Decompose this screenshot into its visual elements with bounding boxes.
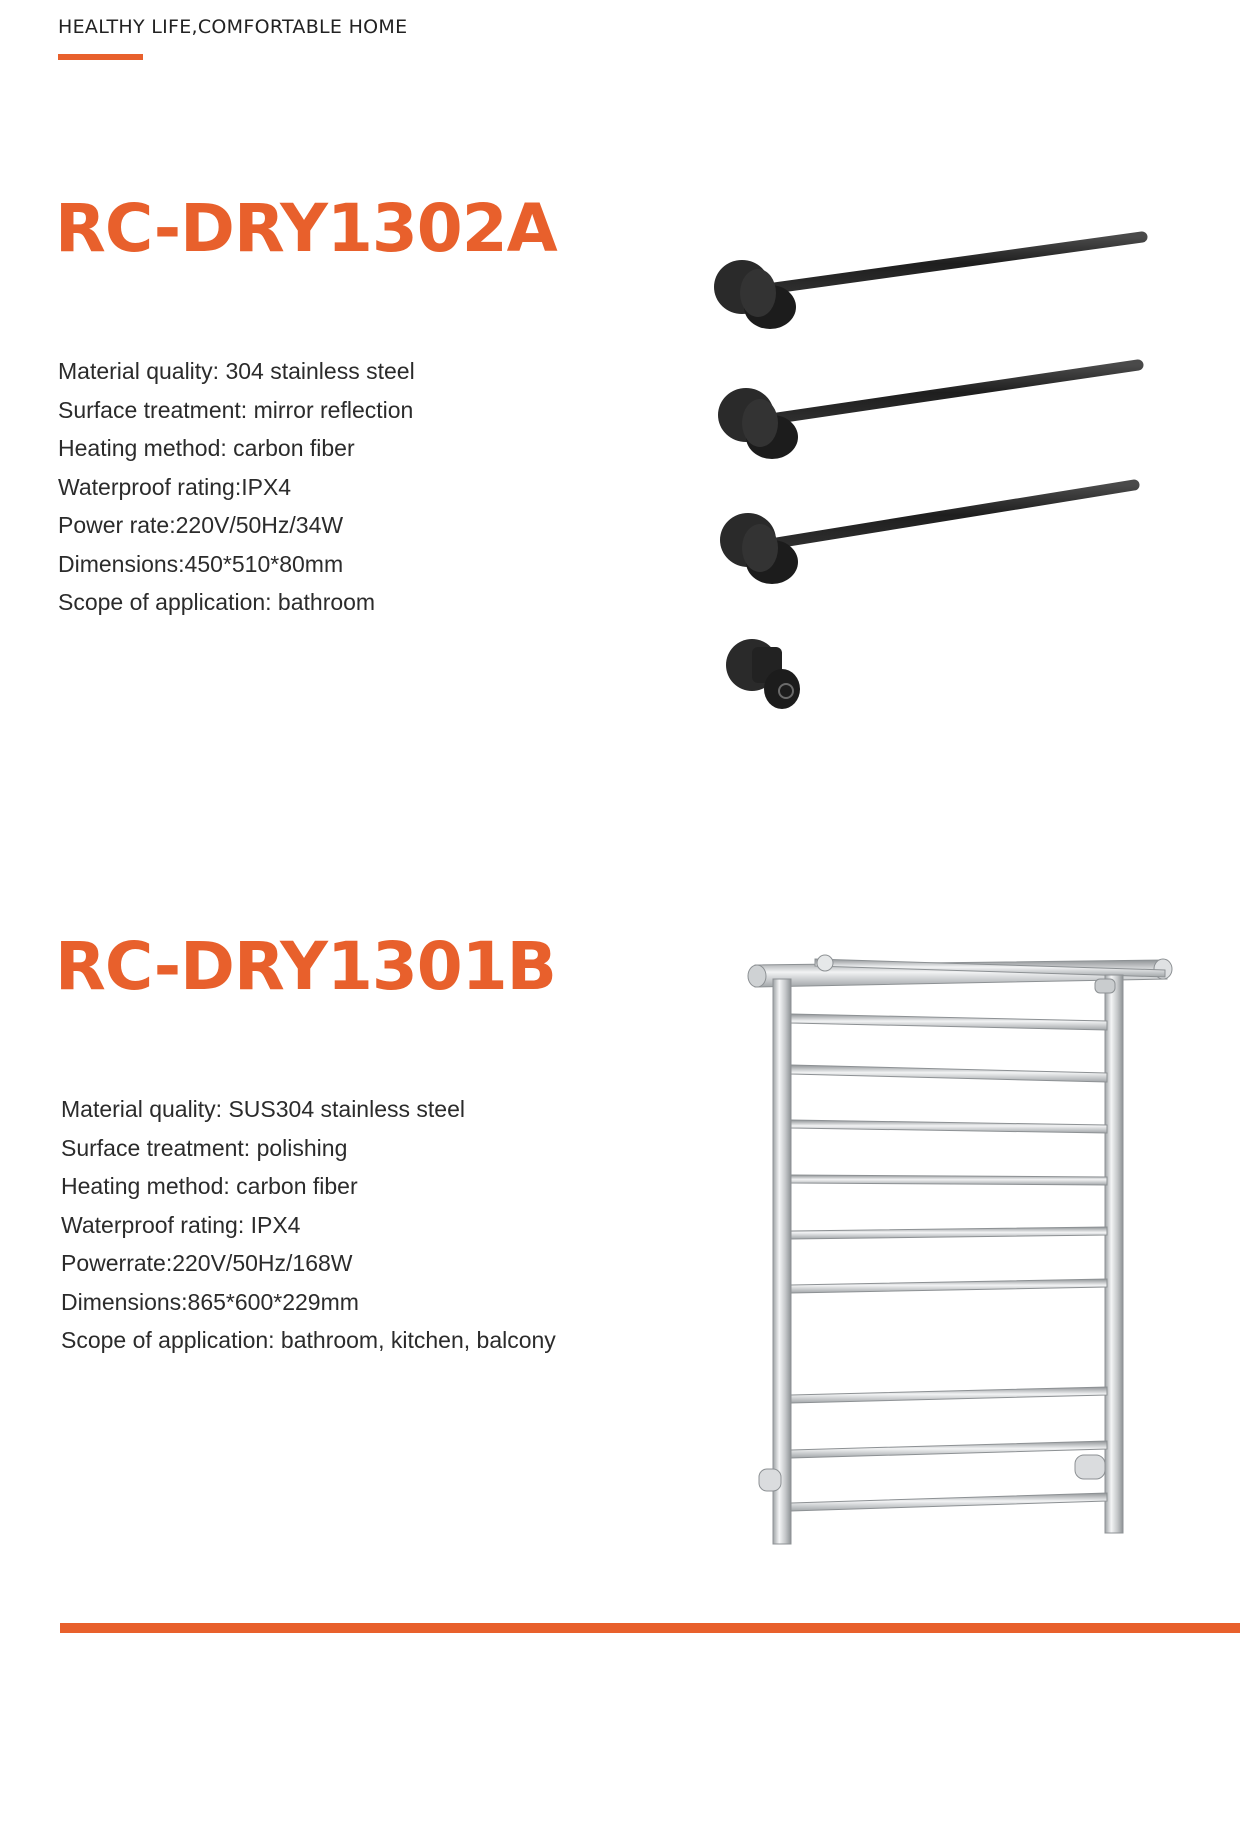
spec-item: Scope of application: bathroom, kitchen, balcony bbox=[61, 1327, 556, 1353]
product-1-model-title: RC-DRY1302A bbox=[55, 190, 557, 267]
black-towel-bars-image bbox=[700, 215, 1160, 715]
spec-item: Power rate:220V/50Hz/34W bbox=[58, 512, 344, 538]
towel-bar-3 bbox=[720, 485, 1134, 584]
left-rail bbox=[773, 979, 791, 1544]
controller-knob bbox=[726, 639, 800, 709]
spec-item: Waterproof rating:IPX4 bbox=[58, 473, 292, 500]
spec-item: Heating method: carbon fiber bbox=[58, 435, 355, 461]
towel-bar-2 bbox=[718, 365, 1138, 459]
spec-item: Surface treatment: mirror reflection bbox=[58, 396, 414, 423]
spec-item: Material quality: 304 stainless steel bbox=[58, 358, 415, 384]
product-2-model-title: RC-DRY1301B bbox=[55, 928, 556, 1005]
product-1-spec-list bbox=[58, 352, 415, 622]
towel-bar-1 bbox=[714, 237, 1142, 329]
ladder-towel-rack-image bbox=[745, 935, 1175, 1555]
product-2-spec-list bbox=[61, 1090, 556, 1360]
spec-item: Surface treatment: polishing bbox=[61, 1134, 348, 1161]
tagline-underline bbox=[58, 54, 143, 60]
spec-item: Powerrate:220V/50Hz/168W bbox=[61, 1250, 353, 1276]
spec-item: Dimensions:450*510*80mm bbox=[58, 550, 344, 577]
right-rail bbox=[1105, 975, 1123, 1533]
rungs bbox=[791, 1014, 1107, 1511]
bottom-divider bbox=[60, 1623, 1240, 1633]
spec-item: Heating method: carbon fiber bbox=[61, 1173, 358, 1199]
spec-item: Dimensions:865*600*229mm bbox=[61, 1288, 359, 1315]
spec-item: Waterproof rating: IPX4 bbox=[61, 1211, 301, 1238]
spec-item: Scope of application: bathroom bbox=[58, 589, 376, 615]
tagline: HEALTHY LIFE,COMFORTABLE HOME bbox=[58, 16, 408, 38]
spec-item: Material quality: SUS304 stainless steel bbox=[61, 1096, 465, 1122]
